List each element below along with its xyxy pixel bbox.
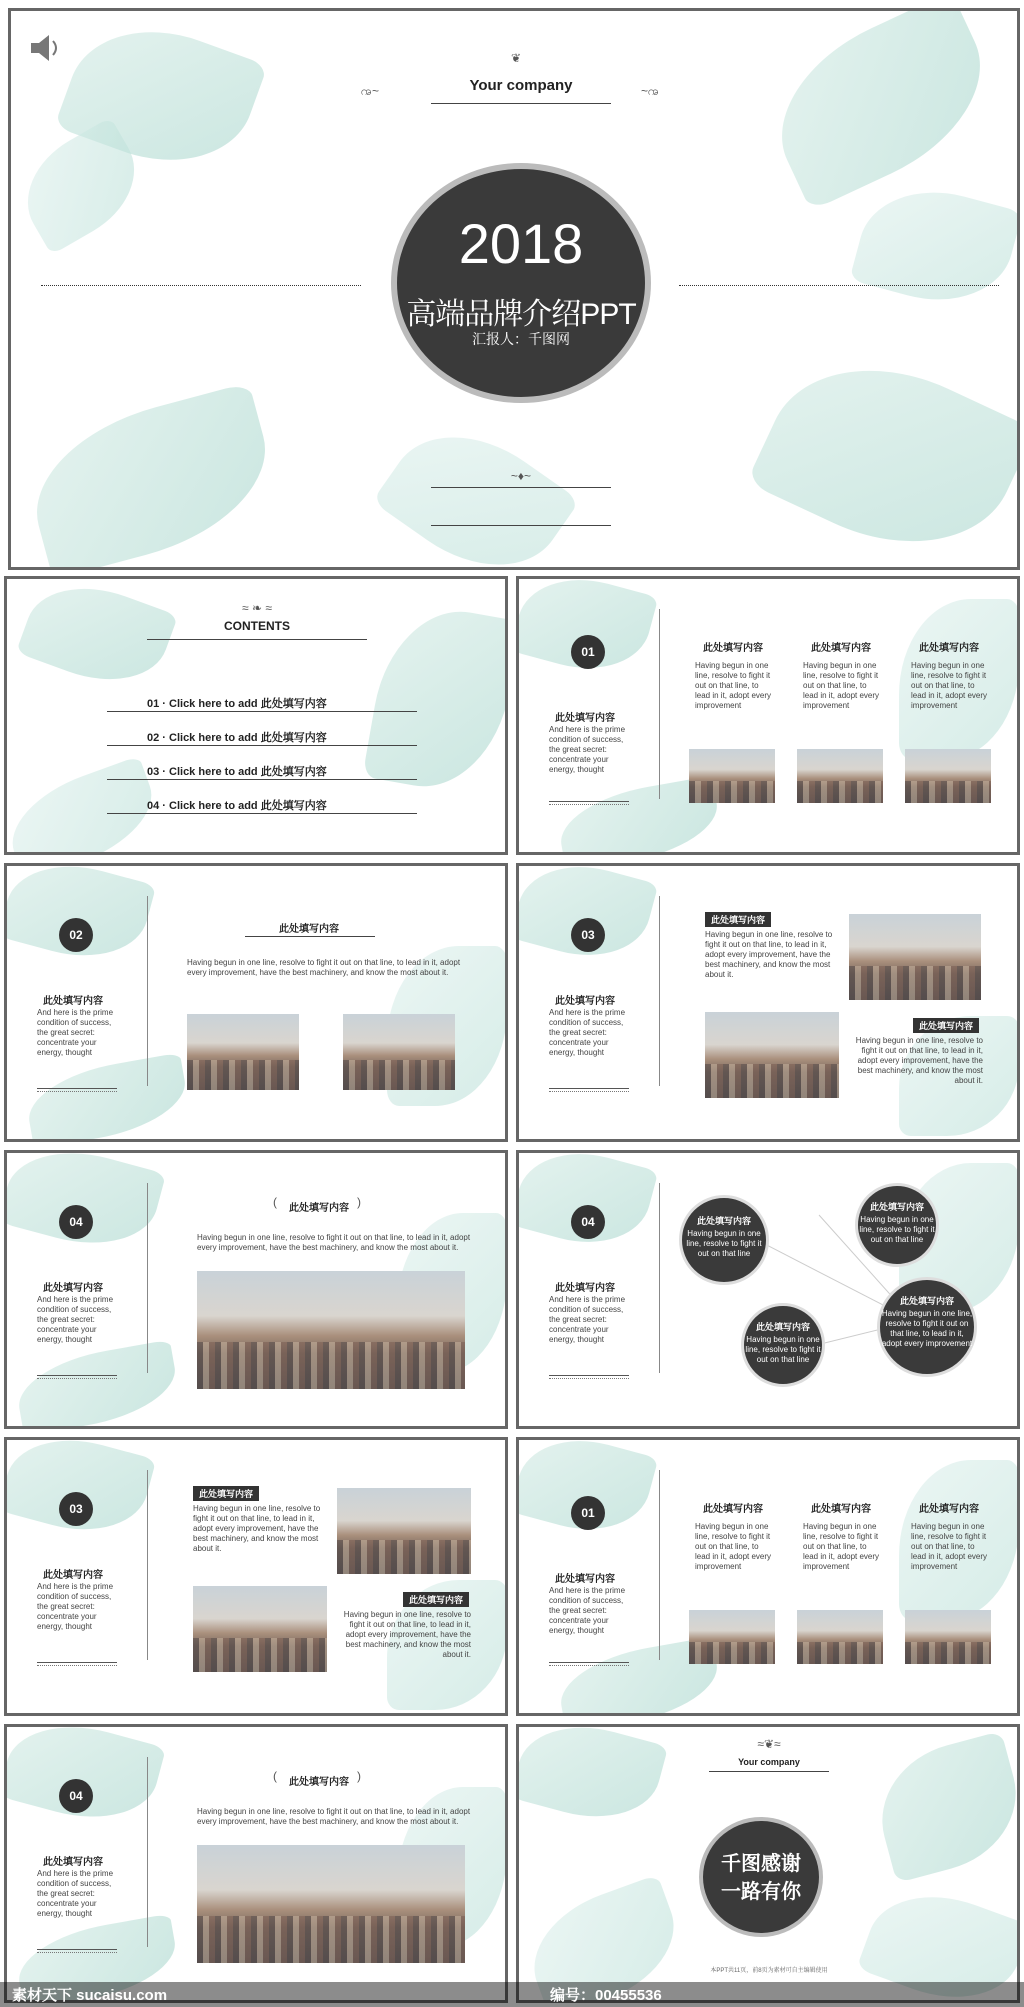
- cover-title: 高端品牌介绍PPT: [406, 298, 636, 331]
- side-text: And here is the prime condition of success, the great secret: concentrate your energy, thought: [549, 1295, 626, 1344]
- column-text: Having begun in one line, resolve to fight it out on that line, to lead in it, adopt every improvement: [911, 1522, 988, 1571]
- left-dotted-rule: [41, 285, 361, 286]
- slide-04-circles: [516, 1150, 1020, 1429]
- slide-01-columns: [516, 576, 1020, 855]
- paragraph: Having begun in one line, resolve to fight it out on that line, to lead in it, adopt every improvement, have the best machinery, and know the most about it.: [197, 1807, 471, 1826]
- city-photo: [797, 1610, 883, 1664]
- section-number-badge: 01: [571, 1496, 605, 1530]
- city-photo: [689, 749, 775, 803]
- city-photo: [849, 914, 981, 1000]
- side-text: And here is the prime condition of success, the great secret: concentrate your energy, thought: [37, 1582, 114, 1631]
- vertical-divider: [659, 609, 660, 799]
- end-line-1: 千图感谢: [721, 1853, 801, 1875]
- slide-04-photo-repeat: [4, 1724, 508, 2003]
- cover-slide: [8, 8, 1020, 570]
- right-swirl-icon: ~ꩠ: [641, 84, 659, 98]
- cover-year: 2018: [458, 212, 584, 275]
- paragraph: Having begun in one line, resolve to fight it out on that line, to lead in it, adopt every improvement, have the best machinery, and know the most about it.: [343, 1610, 471, 1659]
- city-photo: [905, 1610, 991, 1664]
- column-title: 此处填写内容: [811, 1504, 871, 1515]
- contents-item-rule: [107, 813, 417, 814]
- leaf-decoration: [4, 756, 166, 855]
- leaf-decoration: [22, 1053, 192, 1142]
- city-photo: [187, 1014, 299, 1090]
- end-ornament-icon: ≈❦≈: [757, 1737, 781, 1751]
- circle-node: [741, 1303, 825, 1387]
- watermark-right: 编号：00455536: [550, 1987, 662, 2004]
- contents-slide: [4, 576, 508, 855]
- tag-label: 此处填写内容: [193, 1486, 259, 1501]
- slide-04-photo: [4, 1150, 508, 1429]
- section-number-badge: 01: [571, 635, 605, 669]
- section-number-badge: 03: [59, 1492, 93, 1526]
- heading-rule: [245, 936, 375, 937]
- city-photo-large: [197, 1271, 465, 1389]
- end-line-2: 一路有你: [721, 1881, 801, 1903]
- slide-02: [4, 863, 508, 1142]
- leaf-decoration: [12, 1340, 182, 1429]
- city-photo: [905, 749, 991, 803]
- side-text: And here is the prime condition of success, the great secret: concentrate your energy, thought: [549, 1586, 626, 1635]
- vertical-divider: [659, 1470, 660, 1660]
- city-photo: [337, 1488, 471, 1574]
- column-text: Having begun in one line, resolve to fight it out on that line, to lead in it, adopt every improvement: [803, 1522, 880, 1571]
- vertical-divider: [147, 1183, 148, 1373]
- contents-item-rule: [107, 711, 417, 712]
- leaf-decoration: [752, 8, 1011, 211]
- city-photo: [343, 1014, 455, 1090]
- side-text: And here is the prime condition of success, the great secret: concentrate your energy, thought: [549, 725, 626, 774]
- circle-text: Having begun in one line, resolve to fight it out on that line: [745, 1335, 821, 1364]
- slide-heading: 此处填写内容: [289, 1203, 349, 1214]
- circle-title: 此处填写内容: [755, 1322, 810, 1332]
- vertical-divider: [147, 1470, 148, 1660]
- speaker-icon[interactable]: [29, 33, 63, 63]
- heading-bracket-left-icon: (: [273, 1195, 277, 1209]
- circle-title: 此处填写内容: [899, 1296, 954, 1306]
- city-photo: [705, 1012, 839, 1098]
- leaf-decoration: [4, 1150, 166, 1261]
- side-heading: 此处填写内容: [555, 1574, 615, 1585]
- column-text: Having begun in one line, resolve to fight it out on that line, to lead in it, adopt every improvement: [911, 661, 988, 710]
- circle-title: 此处填写内容: [869, 1202, 924, 1212]
- circle-text: Having begun in one line, resolve to fight it out on that line: [686, 1229, 762, 1258]
- side-heading: 此处填写内容: [43, 1570, 103, 1581]
- leaf-decoration: [746, 328, 1020, 570]
- side-dotted-rule: [549, 801, 629, 805]
- vertical-divider: [659, 896, 660, 1086]
- contents-ornament-icon: ≈ ❧ ≈: [242, 601, 272, 615]
- leaf-decoration: [516, 1724, 668, 1834]
- slide-03-tags: [516, 863, 1020, 1142]
- slide-heading: 此处填写内容: [289, 1777, 349, 1788]
- contents-item[interactable]: 01 · Click here to add 此处填写内容: [147, 698, 327, 710]
- paragraph: Having begun in one line, resolve to fight it out on that line, to lead in it, adopt every improvement, have the best machinery, and know the most about it.: [193, 1504, 321, 1553]
- side-dotted-rule: [37, 1949, 117, 1953]
- contents-item-rule: [107, 745, 417, 746]
- side-heading: 此处填写内容: [555, 1283, 615, 1294]
- slide-heading: 此处填写内容: [279, 924, 339, 935]
- contents-title-rule: [147, 639, 367, 640]
- city-photo: [689, 1610, 775, 1664]
- side-dotted-rule: [549, 1088, 629, 1092]
- paragraph: Having begun in one line, resolve to fight it out on that line, to lead in it, adopt every improvement, have the best machinery, and know the most about it.: [705, 930, 833, 979]
- contents-item[interactable]: 02 · Click here to add 此处填写内容: [147, 732, 327, 744]
- slide-03-tags-repeat: [4, 1437, 508, 1716]
- slide-01-columns-repeat: [516, 1437, 1020, 1716]
- cover-company: Your company: [469, 77, 573, 94]
- side-heading: 此处填写内容: [555, 996, 615, 1007]
- paragraph: Having begun in one line, resolve to fight it out on that line, to lead in it, adopt every improvement, have the best machinery, and know the most about it.: [197, 1233, 471, 1252]
- side-dotted-rule: [37, 1375, 117, 1379]
- leaf-decoration: [17, 382, 285, 570]
- circle-node: [855, 1183, 939, 1267]
- column-title: 此处填写内容: [919, 1504, 979, 1515]
- end-footer: 本PPT共11页，前8页为素材可自主编辑使用: [710, 1968, 828, 1974]
- circle-title: 此处填写内容: [696, 1216, 751, 1226]
- vertical-divider: [147, 1757, 148, 1947]
- paragraph: Having begun in one line, resolve to fight it out on that line, to lead in it, adopt every improvement, have the best machinery, and know the most about it.: [187, 958, 461, 977]
- end-company-rule: [709, 1771, 829, 1772]
- leaf-decoration: [4, 1724, 166, 1835]
- side-text: And here is the prime condition of success, the great secret: concentrate your energy, thought: [37, 1008, 114, 1057]
- side-dotted-rule: [37, 1662, 117, 1666]
- contents-item[interactable]: 03 · Click here to add 此处填写内容: [147, 766, 327, 778]
- bottom-rule: [431, 487, 611, 488]
- thank-you-slide: [516, 1724, 1020, 2003]
- section-number-badge: 04: [59, 1205, 93, 1239]
- contents-item[interactable]: 04 · Click here to add 此处填写内容: [147, 800, 327, 812]
- heading-bracket-right-icon: ): [357, 1195, 361, 1209]
- cover-circle: [391, 163, 651, 403]
- company-underline: [431, 103, 611, 104]
- end-company: Your company: [738, 1757, 800, 1767]
- circle-text: Having begun in one line, resolve to fight it out on that line, to lead in it, adopt every improvement: [881, 1309, 973, 1348]
- heading-bracket-right-icon: ): [357, 1769, 361, 1783]
- watermark-left: 素材天下 sucaisu.com: [12, 1987, 168, 2004]
- paragraph: Having begun in one line, resolve to fight it out on that line, to lead in it, adopt every improvement, have the best machinery, and know the most about it.: [855, 1036, 983, 1085]
- city-photo: [193, 1586, 327, 1672]
- column-text: Having begun in one line, resolve to fight it out on that line, to lead in it, adopt every improvement: [803, 661, 880, 710]
- side-text: And here is the prime condition of success, the great secret: concentrate your energy, thought: [549, 1008, 626, 1057]
- side-dotted-rule: [37, 1088, 117, 1092]
- bottom-ornament-icon: ~♦~: [510, 469, 532, 483]
- contents-item-rule: [107, 779, 417, 780]
- section-number-badge: 03: [571, 918, 605, 952]
- tag-label: 此处填写内容: [913, 1018, 979, 1033]
- side-dotted-rule: [549, 1662, 629, 1666]
- left-swirl-icon: ꩠ~: [361, 84, 379, 98]
- column-title: 此处填写内容: [811, 643, 871, 654]
- circle-node: [679, 1195, 769, 1285]
- column-text: Having begun in one line, resolve to fight it out on that line, to lead in it, adopt every improvement: [695, 1522, 772, 1571]
- leaf-decoration: [849, 173, 1020, 318]
- tag-label: 此处填写内容: [403, 1592, 469, 1607]
- side-heading: 此处填写内容: [43, 1857, 103, 1868]
- contents-title: CONTENTS: [224, 619, 290, 633]
- cover-reporter: 汇报人：千图网: [472, 331, 570, 347]
- tag-label: 此处填写内容: [705, 912, 771, 927]
- column-title: 此处填写内容: [703, 643, 763, 654]
- column-title: 此处填写内容: [703, 1504, 763, 1515]
- side-heading: 此处填写内容: [43, 1283, 103, 1294]
- vertical-divider: [147, 896, 148, 1086]
- circle-text: Having begun in one line, resolve to fight it out on that line: [859, 1215, 935, 1244]
- city-photo-large: [197, 1845, 465, 1963]
- heading-bracket-left-icon: (: [273, 1769, 277, 1783]
- right-dotted-rule: [679, 285, 999, 286]
- circle-node: [877, 1277, 977, 1377]
- side-heading: 此处填写内容: [43, 996, 103, 1007]
- top-ornament-icon: ❦: [510, 51, 522, 65]
- column-text: Having begun in one line, resolve to fight it out on that line, to lead in it, adopt every improvement: [695, 661, 772, 710]
- section-number-badge: 04: [571, 1205, 605, 1239]
- section-number-badge: 02: [59, 918, 93, 952]
- leaf-decoration: [866, 1731, 1020, 1883]
- city-photo: [797, 749, 883, 803]
- bottom-double-rule: [431, 523, 611, 526]
- section-number-badge: 04: [59, 1779, 93, 1813]
- side-text: And here is the prime condition of success, the great secret: concentrate your energy, thought: [37, 1295, 114, 1344]
- side-heading: 此处填写内容: [555, 713, 615, 724]
- column-title: 此处填写内容: [919, 643, 979, 654]
- side-text: And here is the prime condition of success, the great secret: concentrate your energy, thought: [37, 1869, 114, 1918]
